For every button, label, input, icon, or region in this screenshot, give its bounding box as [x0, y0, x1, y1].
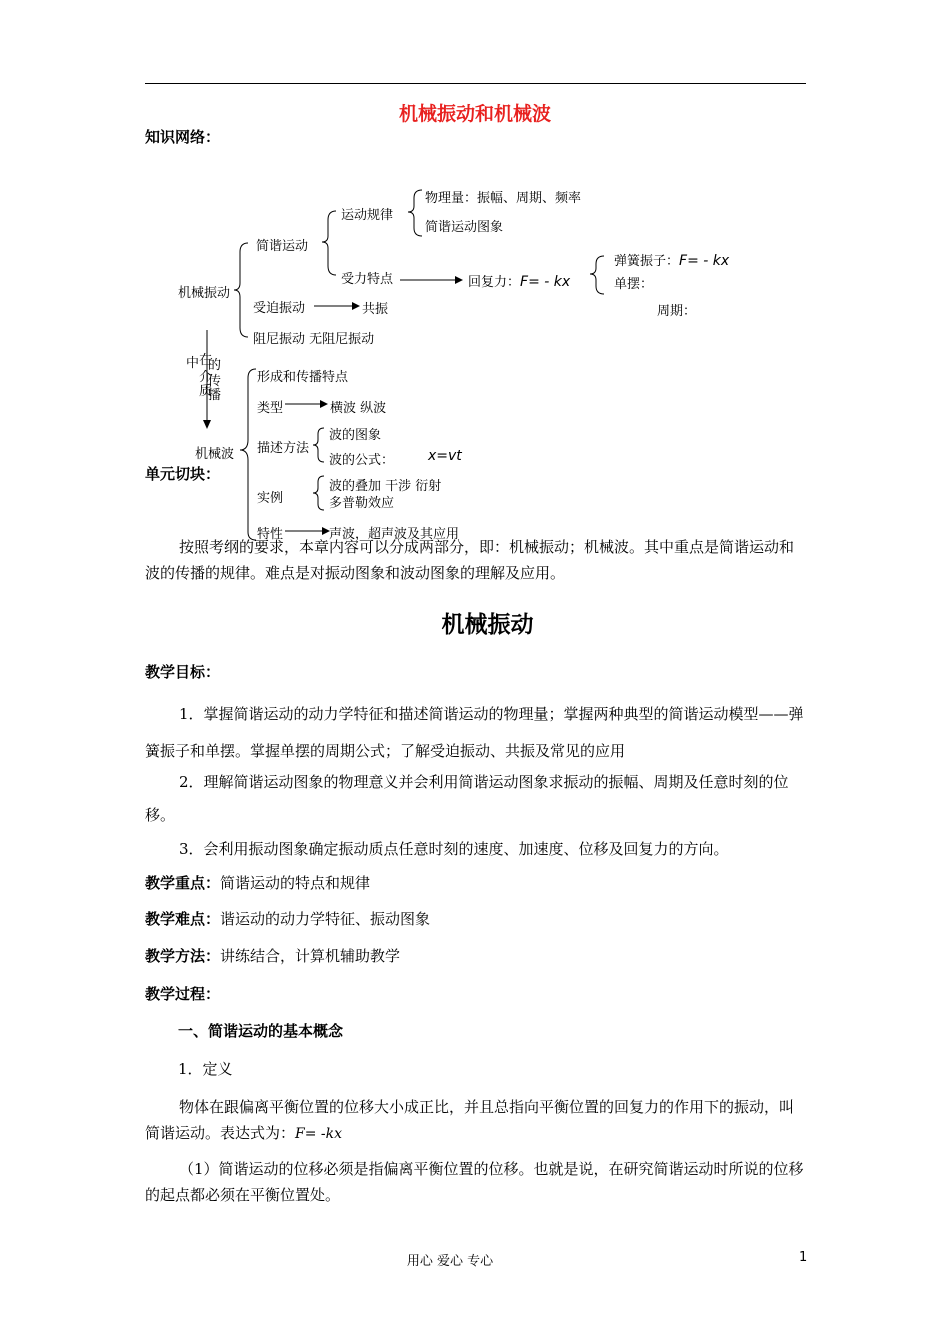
node-mechanical-wave: 机械波	[195, 447, 235, 462]
knowledge-network-label: 知识网络：	[145, 128, 221, 146]
brace-vibration	[234, 243, 248, 337]
node-types: 类型	[257, 401, 284, 416]
node-mechanical-vibration: 机械振动	[178, 286, 231, 301]
node-shm-graph: 简谐运动图象	[425, 220, 504, 235]
objective-2: 2．理解简谐运动图象的物理意义并会利用简谐运动图象求振动的振幅、周期及任意时刻的位移。	[145, 773, 789, 824]
medium-label-4: 介	[199, 370, 213, 385]
knowledge-diagram-lines	[0, 0, 950, 600]
node-spring-oscillator: 弹簧振子：F= - kx	[614, 253, 730, 269]
unit-paragraph: 按照考纲的要求，本章内容可以分成两部分，即：机械振动；机械波。其中重点是简谐运动和波的传播的规律。难点是对振动图象和波动图象的理解及应用。	[145, 538, 795, 582]
node-force-feature: 受力特点	[341, 272, 394, 287]
restoring-force-formula: F= - kx	[520, 274, 571, 290]
teaching-method: 教学方法：讲练结合，计算机辅助教学	[145, 947, 401, 965]
key-point: 教学重点：简谐运动的特点和规律	[145, 874, 371, 892]
node-types-value: 横波 纵波	[330, 401, 387, 416]
note-1: （1）简谐运动的位移必须是指偏离平衡位置的位移。也就是说，在研究简谐运动时所说的位移的起点都必须在平衡位置处。	[145, 1160, 804, 1204]
objective-1: 1．掌握简谐运动的动力学特征和描述简谐运动的物理量；掌握两种典型的简谐运动模型——弹簧振子和单摆。掌握单摆的周期公式；了解受迫振动、共振及常见的应用	[145, 705, 804, 760]
definition-paragraph: 物体在跟偏离平衡位置的位移大小成正比，并且总指向平衡位置的回复力的作用下的振动，叫简谐运动。表达式为：F= -kx	[145, 1098, 795, 1142]
brace-oscillators	[590, 256, 604, 294]
node-properties-value: 声波，超声波及其应用	[329, 527, 460, 542]
medium-label-3: 的	[208, 358, 222, 373]
page-number: 1	[799, 1250, 808, 1265]
node-description: 描述方法	[257, 441, 310, 456]
unit-section-label: 单元切块：	[145, 465, 221, 483]
node-restoring-force: 回复力：F= - kx	[468, 274, 571, 290]
medium-label-6: 质	[199, 384, 213, 399]
node-forced-vibration: 受迫振动	[253, 301, 306, 316]
medium-label-5: 传	[208, 374, 222, 389]
subheading-shm-basics: 一、简谐运动的基本概念	[178, 1022, 344, 1040]
medium-label-2: 中	[186, 356, 200, 371]
document-title: 机械振动和机械波	[398, 103, 551, 125]
heading-mechanical-vibration: 机械振动	[441, 612, 534, 638]
node-pendulum: 单摆：	[614, 277, 654, 292]
footer-motto: 用心 爱心 专心	[406, 1254, 494, 1269]
brace-wave	[240, 369, 256, 540]
brace-shm	[322, 211, 336, 275]
brace-description	[313, 428, 324, 462]
node-formation: 形成和传播特点	[257, 370, 349, 385]
node-wave-formula-label: 波的公式：	[329, 453, 395, 468]
node-wave-graph: 波的图象	[329, 428, 382, 443]
definition-label: 1．定义	[178, 1060, 233, 1078]
node-examples: 实例	[257, 491, 284, 506]
process-label: 教学过程：	[145, 985, 221, 1003]
spring-formula: F= - kx	[679, 253, 730, 269]
node-examples-2: 多普勒效应	[329, 496, 395, 511]
node-motion-law: 运动规律	[341, 208, 394, 223]
objective-3: 3．会利用振动图象确定振动质点任意时刻的速度、加速度、位移及回复力的方向。	[179, 840, 729, 858]
node-period: 周期：	[657, 304, 697, 319]
node-wave-formula: x=vt	[428, 448, 462, 464]
node-physical-quantities: 物理量：振幅、周期、频率	[425, 191, 582, 206]
node-properties: 特性	[257, 527, 284, 542]
difficulty-point: 教学难点：谐运动的动力学特征、振动图象	[145, 910, 431, 928]
node-damped: 阻尼振动 无阻尼振动	[253, 332, 375, 347]
brace-examples	[313, 476, 324, 510]
node-examples-1: 波的叠加 干涉 衍射	[329, 479, 442, 494]
node-shm: 简谐运动	[256, 239, 309, 254]
node-resonance: 共振	[362, 302, 389, 317]
brace-law	[408, 190, 422, 236]
medium-label-7: 播	[208, 388, 222, 403]
objectives-label: 教学目标：	[145, 663, 221, 681]
medium-label-1: 在	[199, 353, 213, 368]
